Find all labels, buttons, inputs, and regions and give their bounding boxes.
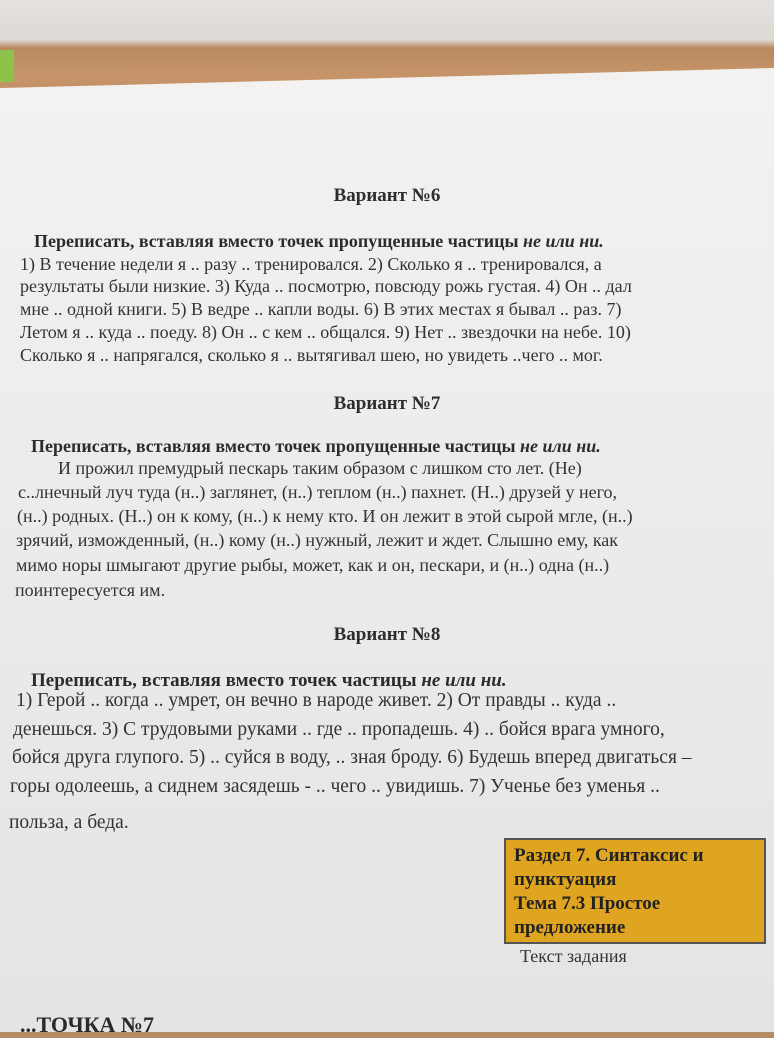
variant-7-title: Вариант №7 [333, 393, 441, 414]
topic-box-line: пунктуация [514, 869, 617, 890]
variant-7-line: мимо норы шмыгают другие рыбы, может, как и он, пескари, и (н..) одна (н..) [16, 555, 610, 575]
variant-7-line: поинтересуется им. [15, 580, 166, 600]
variant-6-line: Летом я .. куда .. поеду. 8) Он .. с кем .. общался. 9) Нет .. звездочки на небе. 10) [20, 322, 631, 342]
variant-6-line: результаты были низкие. 3) Куда .. посмотрю, повсюду рожь густая. 4) Он .. дал [20, 276, 632, 296]
variant-8-task-text: Переписать, вставляя вместо точек частицы [31, 670, 422, 691]
variant-7-task [31, 436, 601, 457]
topic-box [504, 838, 766, 944]
variant-8-line: денешься. 3) С трудовыми руками .. где .. пропадешь. 4) .. бойся врага умного, [13, 719, 665, 740]
variant-7-line: с..лнечный луч туда (н..) заглянет, (н..) теплом (н..) пахнет. (Н..) друзей у него, [18, 482, 618, 502]
next-page-heading: ...ТОЧКА №7 [20, 1012, 155, 1037]
topic-box-line: Раздел 7. Синтаксис и [514, 845, 704, 866]
variant-6-task [34, 231, 604, 252]
variant-7-task-particles: не или ни. [520, 436, 601, 456]
topic-box-line: предложение [514, 917, 626, 938]
variant-8-task-particles: не или ни. [421, 670, 507, 691]
topic-box-line: Тема 7.3 Простое [514, 893, 661, 914]
variant-8-line: бойся друга глупого. 5) .. суйся в воду, .. зная броду. 6) Будешь вперед двигаться – [12, 747, 692, 768]
variant-6-task-particles: не или ни. [523, 231, 604, 251]
variant-6-title: Вариант №6 [333, 185, 441, 206]
task-text-caption: Текст задания [520, 946, 627, 966]
variant-7-line: (н..) родных. (Н..) он к кому, (н..) к нему кто. И он лежит в этой сырой мгле, (н..) [17, 506, 633, 526]
variant-6-line: Сколько я .. напрягался, сколько я .. вытягивал шею, но увидеть ..чего .. мог. [20, 345, 603, 365]
variant-6-line: 1) В течение недели я .. разу .. тренировался. 2) Сколько я .. тренировался, а [20, 254, 602, 274]
variant-7-line: зрячий, изможденный, (н..) кому (н..) нужный, лежит и ждет. Слышно ему, как [16, 530, 619, 550]
green-tab [0, 50, 14, 82]
variant-8-line: 1) Герой .. когда .. умрет, он вечно в народе живет. 2) От правды .. куда .. [16, 690, 617, 711]
variant-7-task-text: Переписать, вставляя вместо точек пропущенные частицы [31, 436, 521, 456]
variant-8-title: Вариант №8 [333, 624, 441, 645]
variant-6-task-text: Переписать, вставляя вместо точек пропущенные частицы [34, 231, 524, 251]
variant-7-line: И прожил премудрый пескарь таким образом с лишком сто лет. (Не) [58, 458, 582, 478]
variant-6-line: мне .. одной книги. 5) В ведре .. капли воды. 6) В этих местах я бывал .. раз. 7) [20, 299, 622, 319]
variant-8-line: горы одолеешь, а сиднем засядешь - .. чего .. увидишь. 7) Ученье без уменья .. [10, 776, 660, 797]
variant-8-line: польза, а беда. [9, 812, 129, 833]
variant-8-task [31, 670, 507, 692]
